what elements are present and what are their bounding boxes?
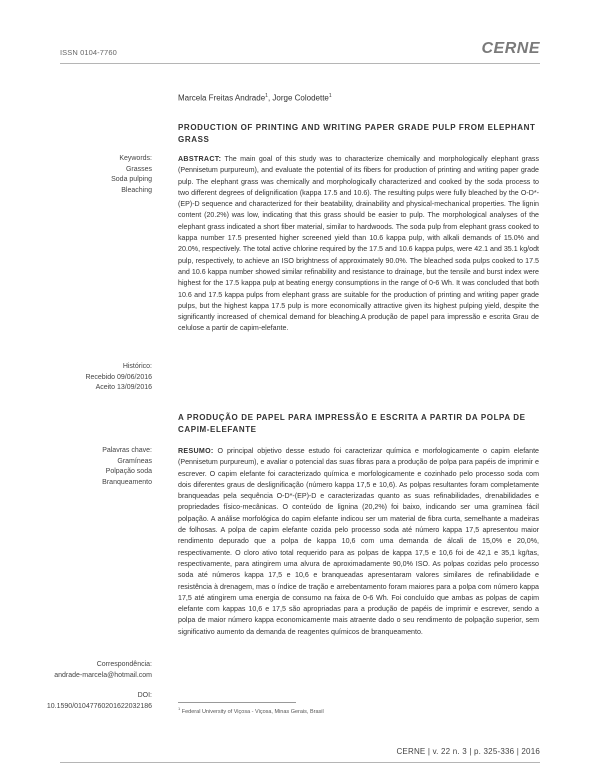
correspondence-email: andrade-marcela@hotmail.com (54, 671, 152, 679)
footnote-text: Federal University of Viçosa - Viçosa, Minas Gerais, Brasil (181, 708, 324, 715)
received-date: Recebido 09/06/2016 (85, 373, 152, 381)
article-title-portuguese: A PRODUÇÃO DE PAPEL PARA IMPRESSÃO E ESCRITA A PARTIR DA POLPA DE CAPIM-ELEFANTE (178, 413, 526, 434)
keyword: Grasses (125, 165, 152, 173)
keywords-label: Palavras chave: (102, 447, 152, 454)
issn-label: ISSN 0104-7760 (60, 48, 117, 57)
header-divider (60, 63, 540, 64)
footnote-mark: 1 (178, 706, 181, 711)
footer-divider (60, 762, 540, 763)
article-history (85, 362, 152, 394)
page-citation: CERNE | v. 22 n. 3 | p. 325-336 | 2016 (396, 747, 540, 756)
article-title-english: PRODUCTION OF PRINTING AND WRITING PAPER GRADE PULP FROM ELEPHANT GRASS (178, 123, 536, 144)
correspondence-label: Correspondência: (96, 661, 152, 668)
author-separator: , (267, 93, 273, 103)
doi-value: 10.1590/01047760201622032186 (46, 702, 152, 710)
accepted-date: Aceito 13/09/2016 (95, 384, 152, 391)
author-name: Jorge Colodette (272, 93, 329, 103)
resumo-label: RESUMO: (178, 447, 214, 455)
resumo-text: O principal objetivo desse estudo foi caracterizar química e morfologicamente o capim elefante (Pennisetum purpureum), e avaliar o potencial das suas fibras para a produção de polpa para papéis de imprimir e escrever. O capim elefante foi caracterizado química e morfologicamente e cozinhado pelo processo soda com dois diferentes graus de deslignificação (número kappa 17,5 e 10,6). As polpas resultantes foram completamente branqueadas pela sequência O-D*-(EP)-D e caracterizadas quanto as suas refinabilidades, drenabilidades e propriedades físico-mecânicas. O conteúdo de lignina (20,2%) foi baixo, indicando ser uma gramínea fácil polpação. A análise morfológica do capim elefante indicou ser um material de fibra curta, semelhante a madeiras de folhosas. A polpa de capim elefante cozida pelo processo soda até número kappa 17,5 apresentou maior rendimento depurado que a polpa de kappa 10,6 com uma demanda de álcali de 15,0% e 20,0%, respectivamente. O cloro ativo total requerido para as polpas de kappa 17,5 e 10,6 foi de 42,1 e 35,1 kg/tas, respectivamente, para atingirem uma alvura de aproximadamente 90,0% ISO. As polpas cozidas pelo processo soda até números kappa 17,5 e 10,6 e branqueadas apresentaram valores similares de refinabilidade e resistência à drenagem, mas o índice de tração e arrebentamento foram maiores para a polpa com número kappa 17,5 até atingirem uma energia de consumo na faixa de 0-6 Wh. Foi concluído que ambas as polpas de capim elefante com kappas 10,6 e 17,5 são apropriadas para a produção de papéis de imprimir e escrever, sendo a polpa de maior número kappa economicamente mais atraente dado o seu rendimento de polpação superior, sem significativo aumento da demanda de reagentes químicos de branqueamento. (178, 447, 539, 636)
footnote (178, 706, 324, 715)
author-name: Marcela Freitas Andrade (178, 93, 266, 103)
history-label: Histórico: (122, 363, 152, 370)
abstract-text: The main goal of this study was to characterize chemically and morphologically elephant grass (Pennisetum purpureum), and evaluate the potential of its fibers for production of printing and writing paper grade pulp. The elephant grass was chemically and morphologically characterized and cooked by the soda process to two different degrees of delignification (kappa 17.5 and 10.6). The resulting pulps were fully bleached by the O-D*-(EP)-D sequence and characterized for their beatability, drainability and physical-mechanical properties. The lignin content (20.2%) was low, indicating that this grass should be easier to pulp. The morphological analyses of the elephant grass indicated a short fiber material, similar to hardwoods. The soda pulp from elephant grass cooked to kappa number 17.5 presented higher screened yield than 10.6 kappa pulp, with alkali demands of 15.0% and 20.0%, respectively. The total active chlorine required by the 17.5 and 10.6 kappa pulps, were 42.1 and 35.1 kg/odt pulp, respectively, to achieve an ISO brightness of approximately 90.0%. The bleached soda pulps cooked to 17.5 and 10.6 kappa number showed similar refinability and resistance to drainage, but the tensile and burst index were highest for the 17.5 kappa pulp at beating energy consumptions in the range of 0-6 Wh. It was concluded that both 10.6 and 17.5 kappa pulps from elephant grass are suitable for the production of printing and writing paper grade pulps, but the highest kappa 17.5 pulp is more economically attractive given its highest pulping yield, despite the significantly increased of chemical demand for bleaching.A produção de papel para impressão e escrita Grau de celulose a partir de capim-elefante. (178, 155, 540, 333)
doi-label: DOI: (137, 692, 152, 699)
footnote-divider (178, 702, 296, 703)
author-affiliation-mark: 1 (328, 93, 332, 99)
doi (47, 691, 152, 712)
keywords-label: Keywords: (119, 155, 152, 162)
keywords-english (111, 154, 152, 196)
keyword: Bleaching (121, 186, 152, 194)
author-list (178, 93, 332, 103)
journal-logo: CERNE (481, 40, 540, 57)
keyword: Branqueamento (102, 478, 152, 486)
keywords-portuguese (102, 446, 152, 488)
abstract-portuguese (178, 446, 539, 638)
abstract-label: ABSTRACT: (178, 155, 222, 163)
abstract-english (178, 154, 539, 335)
keyword: Gramíneas (117, 457, 152, 465)
keyword: Soda pulping (111, 176, 152, 183)
author-affiliation-mark: 1 (265, 93, 268, 99)
keyword: Polpação soda (105, 468, 152, 475)
correspondence (54, 660, 152, 681)
